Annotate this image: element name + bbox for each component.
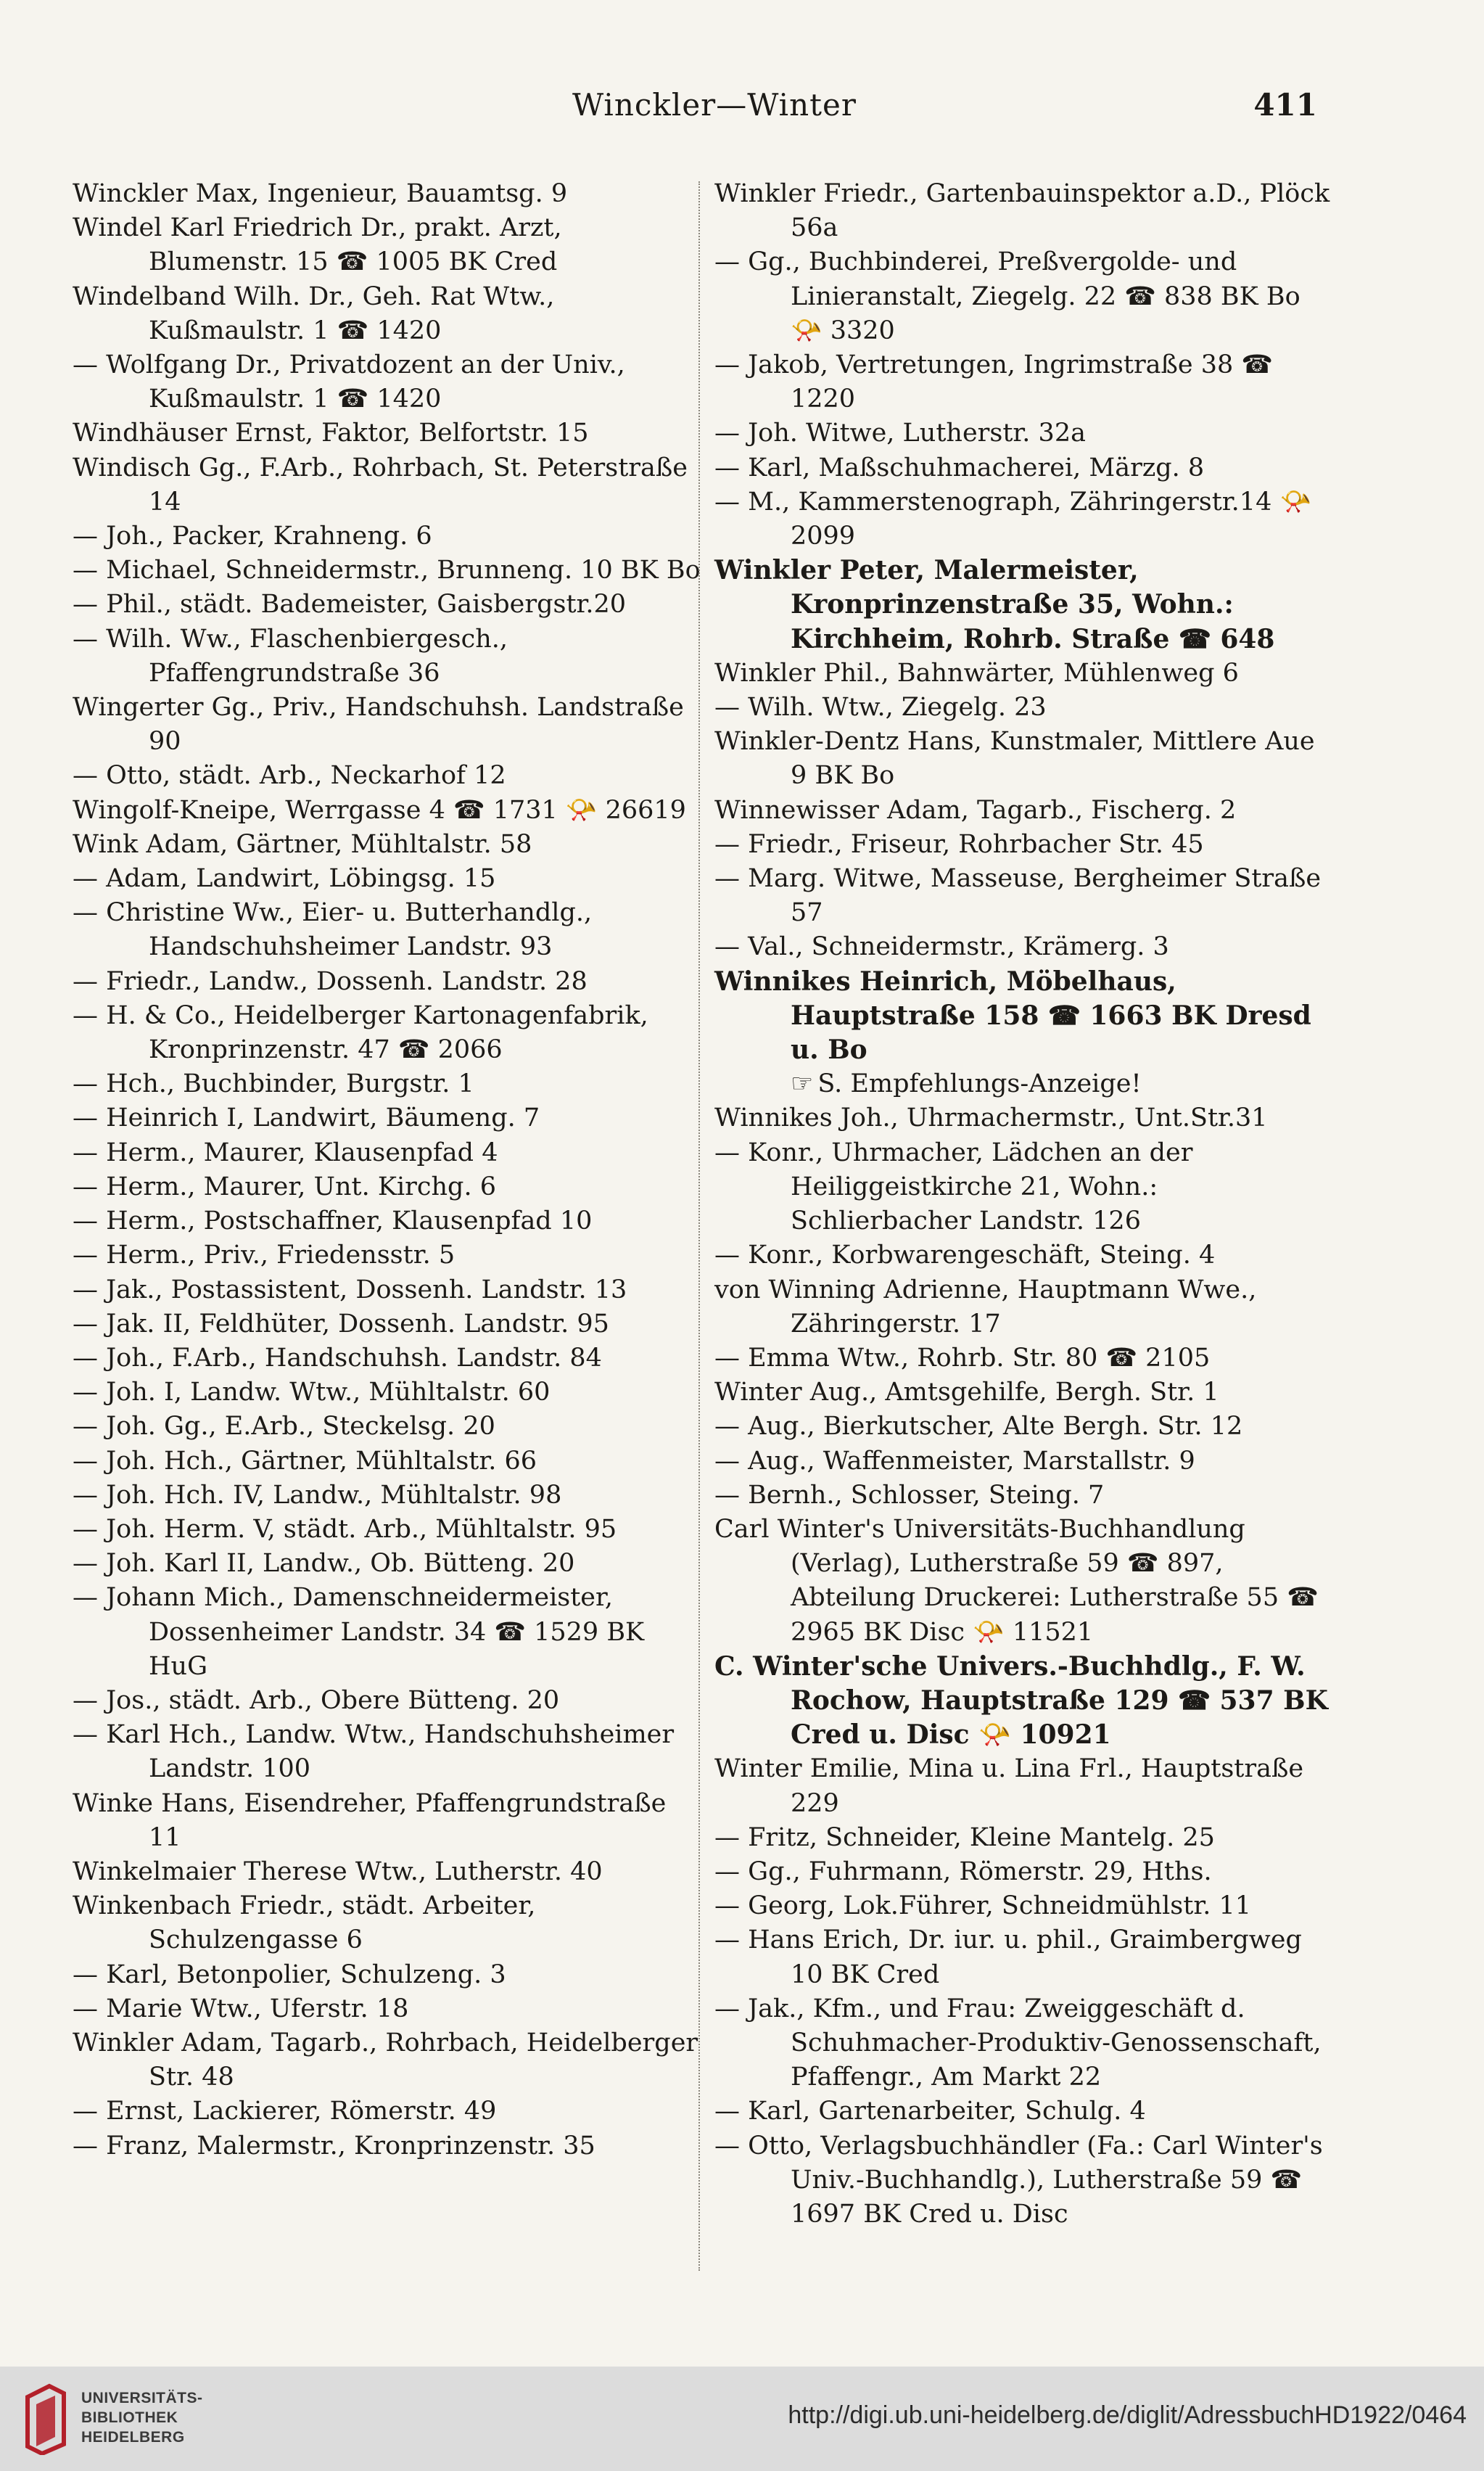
directory-entry: Winnewisser Adam, Tagarb., Fischerg. 2 [714,795,1237,825]
directory-entry: — Joh. Hch., Gärtner, Mühltalstr. 66 [73,1446,537,1476]
column-divider [698,181,700,2271]
directory-entry: — Ernst, Lackierer, Römerstr. 49 [73,2097,497,2126]
library-logo-icon [20,2382,71,2455]
directory-entry: Winkelmaier Therese Wtw., Lutherstr. 40 [73,1857,603,1886]
directory-entry-advertised: Winkler Peter, Malermeister, Kronprinzenstraße 35, Wohn.: Kirchheim, Rohrb. Straße ☎ 648 [714,555,1275,654]
directory-entry: — Herm., Maurer, Unt. Kirchg. 6 [73,1172,496,1201]
directory-entry: Wink Adam, Gärtner, Mühltalstr. 58 [73,829,532,859]
directory-entry: — Jakob, Vertretungen, Ingrimstraße 38 ☎ 1220 [714,350,1274,414]
directory-entry: Carl Winter's Universitäts-Buchhandlung (Verlag), Lutherstraße 59 ☎ 897, Abteilung Druckerei: Lutherstraße 55 ☎ 2965 BK Disc 📯 11521 [714,1514,1319,1647]
directory-entry: — Joh., F.Arb., Handschuhsh. Landstr. 84 [73,1343,602,1373]
directory-entry: Winkenbach Friedr., städt. Arbeiter, Schulzengasse 6 [73,1891,536,1955]
directory-entry: — Val., Schneidermstr., Krämerg. 3 [714,932,1169,962]
directory-entry: — Aug., Bierkutscher, Alte Bergh. Str. 12 [714,1412,1243,1442]
directory-entry: — Bernh., Schlosser, Steing. 7 [714,1480,1105,1510]
logo-line: UNIVERSITÄTS- [81,2390,203,2406]
directory-entry: — Franz, Malermstr., Kronprinzenstr. 35 [73,2131,595,2160]
running-head: Winckler—Winter [572,87,857,123]
directory-entry: — Joh. Witwe, Lutherstr. 32a [714,419,1086,448]
directory-entry: — Marie Wtw., Uferstr. 18 [73,1994,409,2023]
right-column [714,177,1338,2232]
directory-entry: — Friedr., Landw., Dossenh. Landstr. 28 [73,966,588,996]
directory-entry: Wingerter Gg., Priv., Handschuhsh. Landstraße 90 [73,693,684,757]
directory-entry: Winter Emilie, Mina u. Lina Frl., Hauptstraße 229 [714,1754,1304,1818]
directory-entry: — Herm., Priv., Friedensstr. 5 [73,1241,455,1270]
directory-entry: — Aug., Waffenmeister, Marstallstr. 9 [714,1446,1195,1476]
directory-entry: — Heinrich I, Landwirt, Bäumeng. 7 [73,1103,540,1133]
directory-entry: — Georg, Lok.Führer, Schneidmühlstr. 11 [714,1891,1251,1921]
directory-entry: — Phil., städt. Bademeister, Gaisbergstr.20 [73,590,627,620]
logo-line: HEIDELBERG [81,2429,185,2446]
directory-entry: — H. & Co., Heidelberger Kartonagenfabrik, Kronprinzenstr. 47 ☎ 2066 [73,1000,648,1065]
directory-entry: Winkler Phil., Bahnwärter, Mühlenweg 6 [714,658,1239,688]
directory-entry: — Otto, städt. Arb., Neckarhof 12 [73,761,506,791]
advertisement-reference-text: S. Empfehlungs-Anzeige! [817,1069,1142,1099]
directory-entry: — Michael, Schneidermstr., Brunneng. 10 BK Bo [73,556,701,585]
directory-entry: — Wolfgang Dr., Privatdozent an der Univ., Kußmaulstr. 1 ☎ 1420 [73,350,625,414]
directory-entry: Wingolf-Kneipe, Werrgasse 4 ☎ 1731 📯 26619 [73,795,686,825]
directory-entry: — Hch., Buchbinder, Burgstr. 1 [73,1069,474,1099]
source-url-link[interactable]: http://digi.ub.uni-heidelberg.de/diglit/AdressbuchHD1922/0464 [788,2401,1467,2429]
directory-entry: — Wilh. Wtw., Ziegelg. 23 [714,693,1047,723]
directory-entry: — Herm., Maurer, Klausenpfad 4 [73,1138,498,1167]
directory-entry: Winckler Max, Ingenieur, Bauamtsg. 9 [73,179,568,208]
page-number: 411 [1253,87,1317,123]
directory-entry: Windel Karl Friedrich Dr., prakt. Arzt, Blumenstr. 15 ☎ 1005 BK Cred [73,213,562,277]
left-column [73,177,704,2163]
directory-entry: — Jak., Postassistent, Dossenh. Landstr. 13 [73,1275,627,1304]
directory-entry: Windelband Wilh. Dr., Geh. Rat Wtw., Kußmaulstr. 1 ☎ 1420 [73,281,555,345]
directory-entry: — Karl, Maßschuhmacherei, Märzg. 8 [714,453,1205,482]
directory-entry: Winkler-Dentz Hans, Kunstmaler, Mittlere Aue 9 BK Bo [714,727,1315,791]
directory-entry: — Konr., Korbwarengeschäft, Steing. 4 [714,1241,1216,1270]
directory-entry: — Wilh. Ww., Flaschenbiergesch., Pfaffengrundstraße 36 [73,624,508,688]
directory-entry: — Jos., städt. Arb., Obere Bütteng. 20 [73,1685,560,1715]
library-logo-text [81,2388,203,2447]
directory-entry: — Joh. Herm. V, städt. Arb., Mühltalstr. 95 [73,1514,617,1544]
directory-entry: — Christine Ww., Eier- u. Butterhandlg., Handschuhsheimer Landstr. 93 [73,898,593,962]
directory-entry: — Joh. I, Landw. Wtw., Mühltalstr. 60 [73,1378,551,1407]
directory-entry: — Joh. Hch. IV, Landw., Mühltalstr. 98 [73,1480,562,1510]
directory-entry: — Jak. II, Feldhüter, Dossenh. Landstr. 95 [73,1309,609,1339]
directory-entry: Winkler Adam, Tagarb., Rohrbach, Heidelberger Str. 48 [73,2028,698,2092]
directory-entry: — Karl Hch., Landw. Wtw., Handschuhsheimer Landstr. 100 [73,1720,675,1784]
directory-entry-advertised: Winnikes Heinrich, Möbelhaus, Hauptstraße 158 ☎ 1663 BK Dresd u. Bo [714,966,1311,1066]
directory-entry: Windisch Gg., F.Arb., Rohrbach, St. Peterstraße 14 [73,453,688,517]
directory-entry: — Marg. Witwe, Masseuse, Bergheimer Straße 57 [714,864,1322,928]
directory-entry: — Emma Wtw., Rohrb. Str. 80 ☎ 2105 [714,1343,1211,1373]
directory-entry: — Joh., Packer, Krahneng. 6 [73,522,432,551]
directory-entry: — Otto, Verlagsbuchhändler (Fa.: Carl Winter's Univ.-Buchhandlg.), Lutherstraße 59 ☎ 1697 BK Cred u. Disc [714,2131,1323,2229]
directory-entry: — M., Kammerstenograph, Zähringerstr.14 📯 2099 [714,487,1312,551]
directory-entry: — Joh. Gg., E.Arb., Steckelsg. 20 [73,1412,495,1442]
directory-entry: Winkler Friedr., Gartenbauinspektor a.D., Plöck 56a [714,179,1330,243]
directory-entry: — Herm., Postschaffner, Klausenpfad 10 [73,1206,593,1236]
directory-entry: — Adam, Landwirt, Löbingsg. 15 [73,864,496,894]
directory-entry: von Winning Adrienne, Hauptmann Wwe., Zähringerstr. 17 [714,1275,1257,1339]
advertisement-reference [714,1067,1338,1101]
directory-entry: — Johann Mich., Damenschneidermeister, Dossenheimer Landstr. 34 ☎ 1529 BK HuG [73,1583,645,1681]
directory-entry: — Konr., Uhrmacher, Lädchen an der Heiliggeistkirche 21, Wohn.: Schlierbacher Landstr. 126 [714,1138,1193,1236]
directory-entry: — Karl, Gartenarbeiter, Schulg. 4 [714,2097,1146,2126]
footer-bar [0,2367,1484,2471]
directory-entry: Winter Aug., Amtsgehilfe, Bergh. Str. 1 [714,1378,1219,1407]
directory-entry: — Jak., Kfm., und Frau: Zweiggeschäft d. Schuhmacher-Produktiv-Genossenschaft, Pfaffengr., Am Markt 22 [714,1994,1322,2092]
directory-entry-advertised: C. Winter'sche Univers.-Buchhdlg., F. W. Rochow, Hauptstraße 129 ☎ 537 BK Cred u. Disc 📯 10921 [714,1650,1328,1751]
directory-entry: — Gg., Fuhrmann, Römerstr. 29, Hths. [714,1857,1212,1886]
directory-entry: — Fritz, Schneider, Kleine Mantelg. 25 [714,1822,1215,1852]
directory-entry: — Joh. Karl II, Landw., Ob. Bütteng. 20 [73,1549,575,1579]
directory-entry: Windhäuser Ernst, Faktor, Belfortstr. 15 [73,419,589,448]
directory-entry: — Friedr., Friseur, Rohrbacher Str. 45 [714,829,1204,859]
directory-entry: — Hans Erich, Dr. iur. u. phil., Graimbergweg 10 BK Cred [714,1925,1302,1989]
pointing-hand-icon: ☞ [791,1069,814,1099]
directory-entry: — Gg., Buchbinderei, Preßvergolde- und Linieranstalt, Ziegelg. 22 ☎ 838 BK Bo 📯 3320 [714,247,1300,345]
logo-line: BIBLIOTHEK [81,2409,178,2426]
directory-entry: Winnikes Joh., Uhrmachermstr., Unt.Str.31 [714,1103,1268,1133]
directory-entry: — Karl, Betonpolier, Schulzeng. 3 [73,1960,506,1989]
directory-entry: Winke Hans, Eisendreher, Pfaffengrundstraße 11 [73,1788,667,1852]
